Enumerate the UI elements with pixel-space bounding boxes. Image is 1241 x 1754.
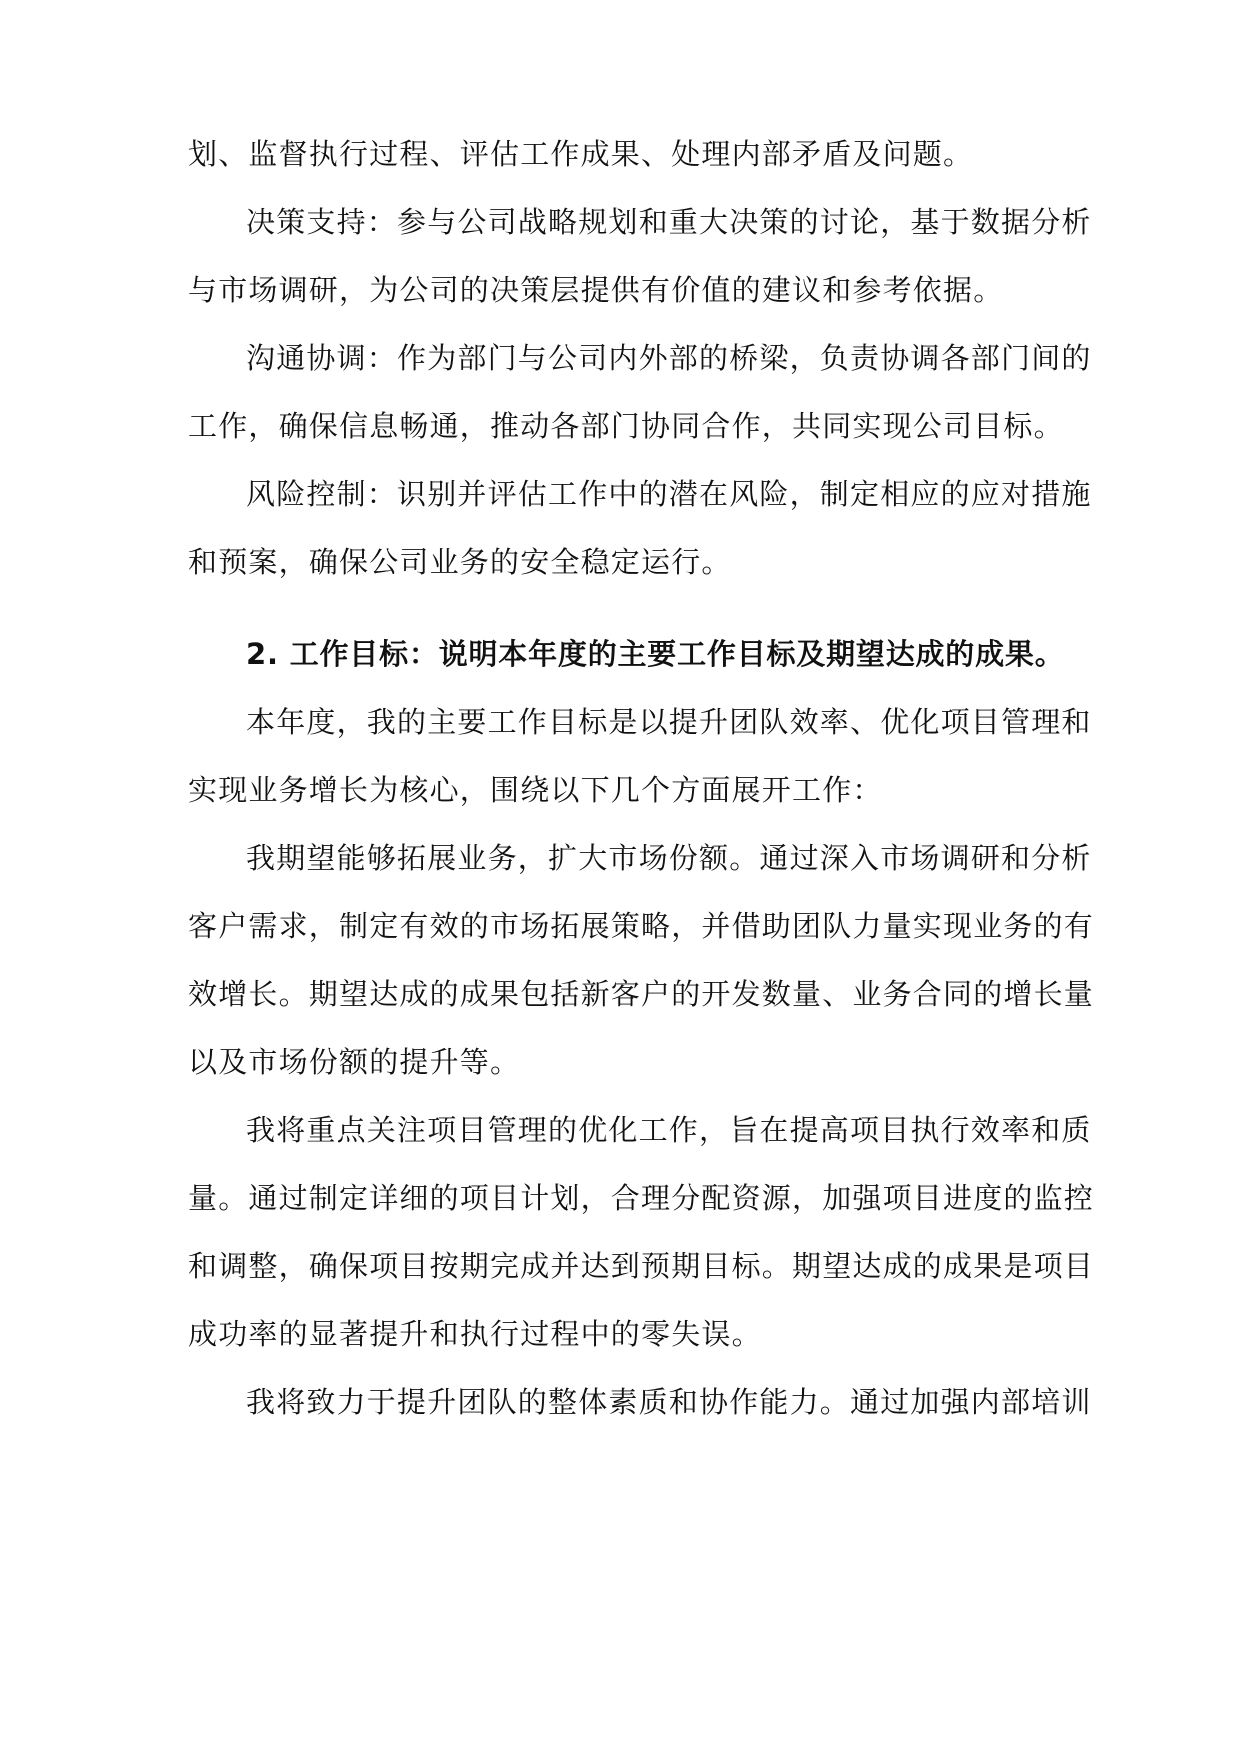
text-line: 效增长。期望达成的成果包括新客户的开发数量、业务合同的增长量 bbox=[188, 977, 1095, 1011]
text-line: 客户需求，制定有效的市场拓展策略，并借助团队力量实现业务的有 bbox=[188, 909, 1095, 943]
text-line: 我将重点关注项目管理的优化工作，旨在提高项目执行效率和质 bbox=[246, 1113, 1092, 1147]
text-line: 本年度，我的主要工作目标是以提升团队效率、优化项目管理和 bbox=[246, 705, 1092, 739]
text-line: 风险控制：识别并评估工作中的潜在风险，制定相应的应对措施 bbox=[246, 477, 1092, 511]
text-line: 和调整，确保项目按期完成并达到预期目标。期望达成的成果是项目 bbox=[188, 1249, 1095, 1283]
text-line: 决策支持：参与公司战略规划和重大决策的讨论，基于数据分析 bbox=[246, 205, 1092, 239]
text-line: 工作，确保信息畅通，推动各部门协同合作，共同实现公司目标。 bbox=[188, 409, 1064, 443]
text-line: 与市场调研，为公司的决策层提供有价值的建议和参考依据。 bbox=[188, 273, 1004, 307]
text-line: 量。通过制定详细的项目计划，合理分配资源，加强项目进度的监控 bbox=[188, 1181, 1095, 1215]
text-line: 成功率的显著提升和执行过程中的零失误。 bbox=[188, 1317, 762, 1351]
section-heading: 2. 工作目标：说明本年度的主要工作目标及期望达成的成果。 bbox=[246, 637, 1065, 671]
text-line: 沟通协调：作为部门与公司内外部的桥梁，负责协调各部门间的 bbox=[246, 341, 1092, 375]
text-line: 以及市场份额的提升等。 bbox=[188, 1045, 521, 1079]
text-line: 实现业务增长为核心，围绕以下几个方面展开工作： bbox=[188, 773, 883, 807]
text-line: 划、监督执行过程、评估工作成果、处理内部矛盾及问题。 bbox=[188, 137, 974, 171]
text-line: 我将致力于提升团队的整体素质和协作能力。通过加强内部培训 bbox=[246, 1385, 1092, 1419]
text-line: 我期望能够拓展业务，扩大市场份额。通过深入市场调研和分析 bbox=[246, 841, 1092, 875]
text-line: 和预案，确保公司业务的安全稳定运行。 bbox=[188, 545, 732, 579]
